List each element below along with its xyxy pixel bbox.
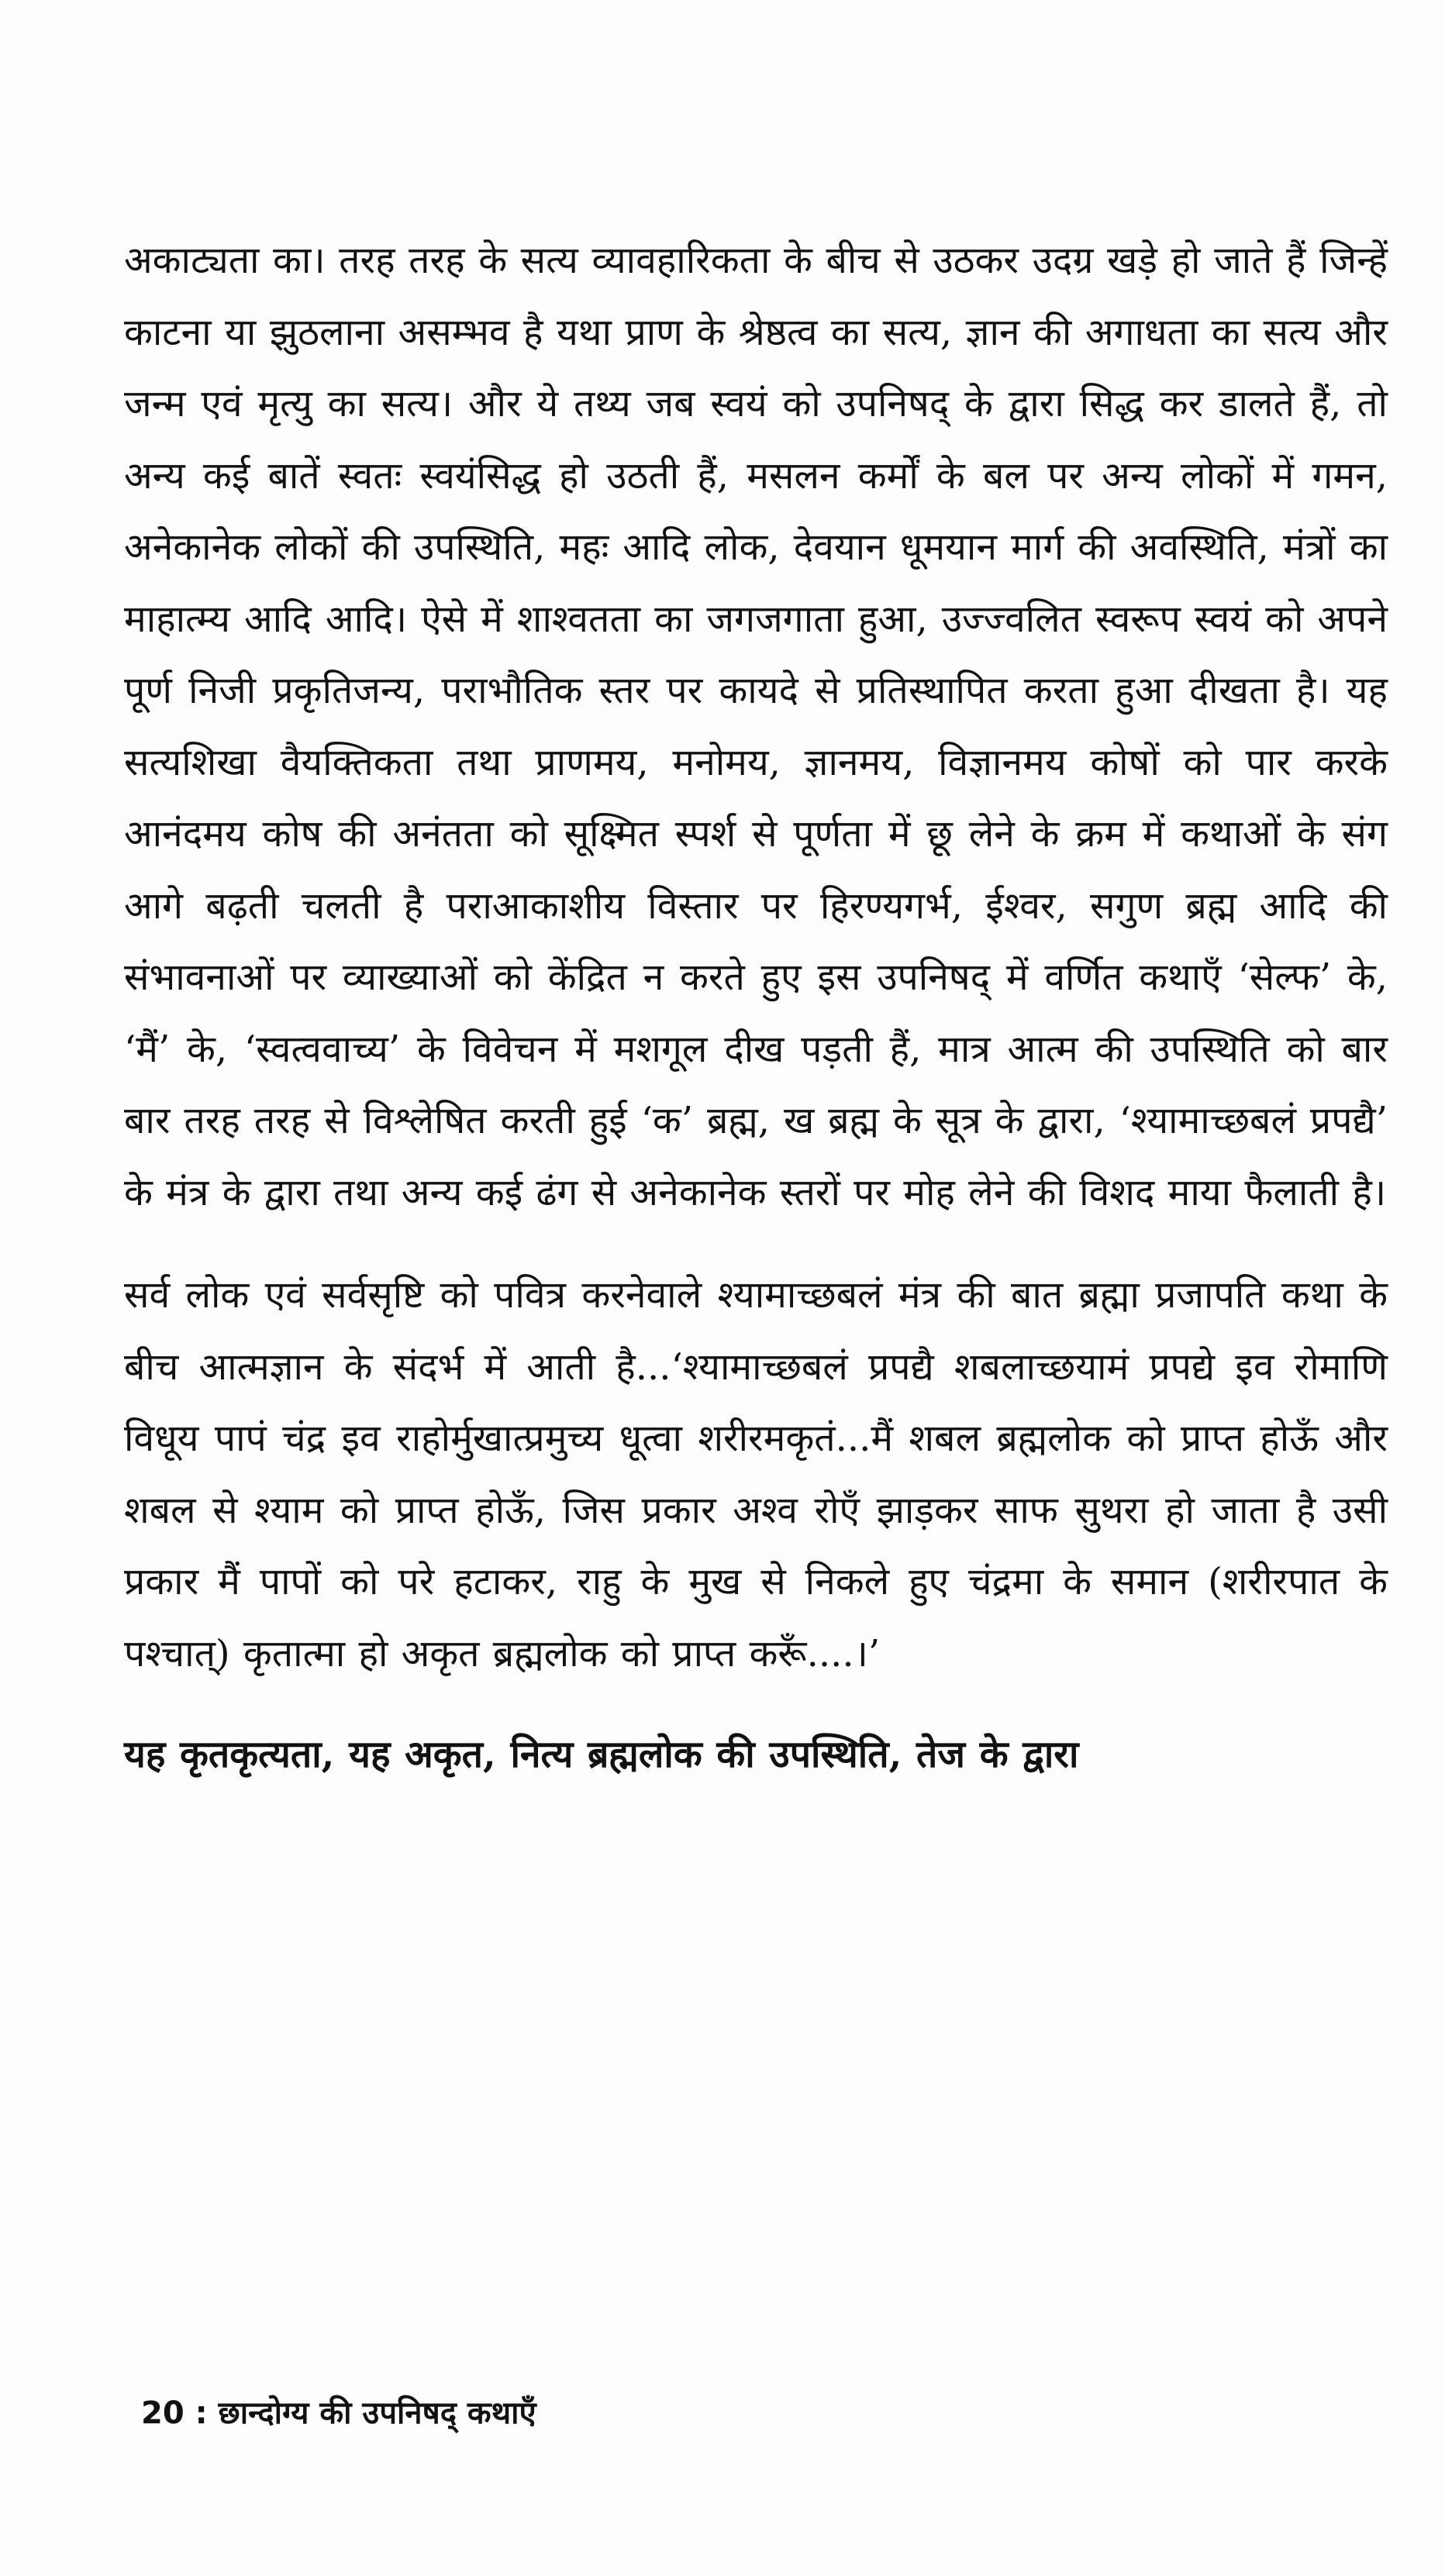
- running-title: छान्दोग्य की उपनिषद् कथाएँ: [218, 2395, 536, 2431]
- page-body: [124, 225, 1388, 1822]
- paragraph-2: सर्व लोक एवं सर्वसृष्टि को पवित्र करनेवाले श्यामाच्छबलं मंत्र की बात ब्रह्मा प्रजापति कथा के बीच आत्मज्ञान के संदर्भ में आती है...‘श्यामाच्छबलं प्रपद्यै शबलाच्छयामं प्रपद्ये इव रोमाणि विधूय पापं चंद्र इव राहोर्मुखात्प्रमुच्य धूत्वा शरीरमकृतं...मैं शबल ब्रह्मलोक को प्राप्त होऊँ और शबल से श्याम को प्राप्त होऊँ, जिस प्रकार अश्व रोएँ झाड़कर साफ सुथरा हो जाता है उसी प्रकार मैं पापों को परे हटाकर, राहु के मुख से निकले हुए चंद्रमा के समान (शरीरपात के पश्चात्) कृतात्मा हो अकृत ब्रह्मलोक को प्राप्त करूँ....।’: [124, 1273, 1388, 1675]
- paragraph-1: अकाट्यता का। तरह तरह के सत्य व्यावहारिकता के बीच से उठकर उदग्र खड़े हो जाते हैं जिन्हें काटना या झुठलाना असम्भव है यथा प्राण के श्रेष्ठत्व का सत्य, ज्ञान की अगाधता का सत्य और जन्म एवं मृत्यु का सत्य। और ये तथ्य जब स्वयं को उपनिषद् के द्वारा सिद्ध कर डालते हैं, तो अन्य कई बातें स्वतः स्वयंसिद्ध हो उठती हैं, मसलन कर्मों के बल पर अन्य लोकों में गमन, अनेकानेक लोकों की उपस्थिति, महः आदि लोक, देवयान धूमयान मार्ग की अवस्थिति, मंत्रों का माहात्म्य आदि आदि। ऐसे में शाश्वतता का जगजगाता हुआ, उज्ज्वलित स्वरूप स्वयं को अपने पूर्ण निजी प्रकृतिजन्य, पराभौतिक स्तर पर कायदे से प्रतिस्थापित करता हुआ दीखता है। यह सत्यशिखा वैयक्तिकता तथा प्राणमय, मनोमय, ज्ञानमय, विज्ञानमय कोषों को पार करके आनंदमय कोष की अनंतता को सूक्ष्मित स्पर्श से पूर्णता में छू लेने के क्रम में कथाओं के संग आगे बढ़ती चलती है पराआकाशीय विस्तार पर हिरण्यगर्भ, ईश्वर, सगुण ब्रह्म आदि की संभावनाओं पर व्याख्याओं को केंद्रित न करते हुए इस उपनिषद् में वर्णित कथाएँ ‘सेल्फ’ के, ‘मैं’ के, ‘स्वत्ववाच्य’ के विवेचन में मशगूल दीख पड़ती हैं, मात्र आत्म की उपस्थिति को बार बार तरह तरह से विश्लेषित करती हुई ‘क’ ब्रह्म, ख ब्रह्म के सूत्र के द्वारा, ‘श्यामाच्छबलं प्रपद्यै’ के मंत्र के द्वारा तथा अन्य कई ढंग से अनेकानेक स्तरों पर मोह लेने की विशद माया फैलाती है।: [124, 239, 1388, 1214]
- footer-separator: :: [195, 2395, 208, 2431]
- page-footer: [141, 2390, 536, 2433]
- paragraph-3: यह कृतकृत्यता, यह अकृत, नित्य ब्रह्मलोक की उपस्थिति, तेज के द्वारा: [124, 1733, 1079, 1776]
- page-number: 20: [141, 2395, 185, 2431]
